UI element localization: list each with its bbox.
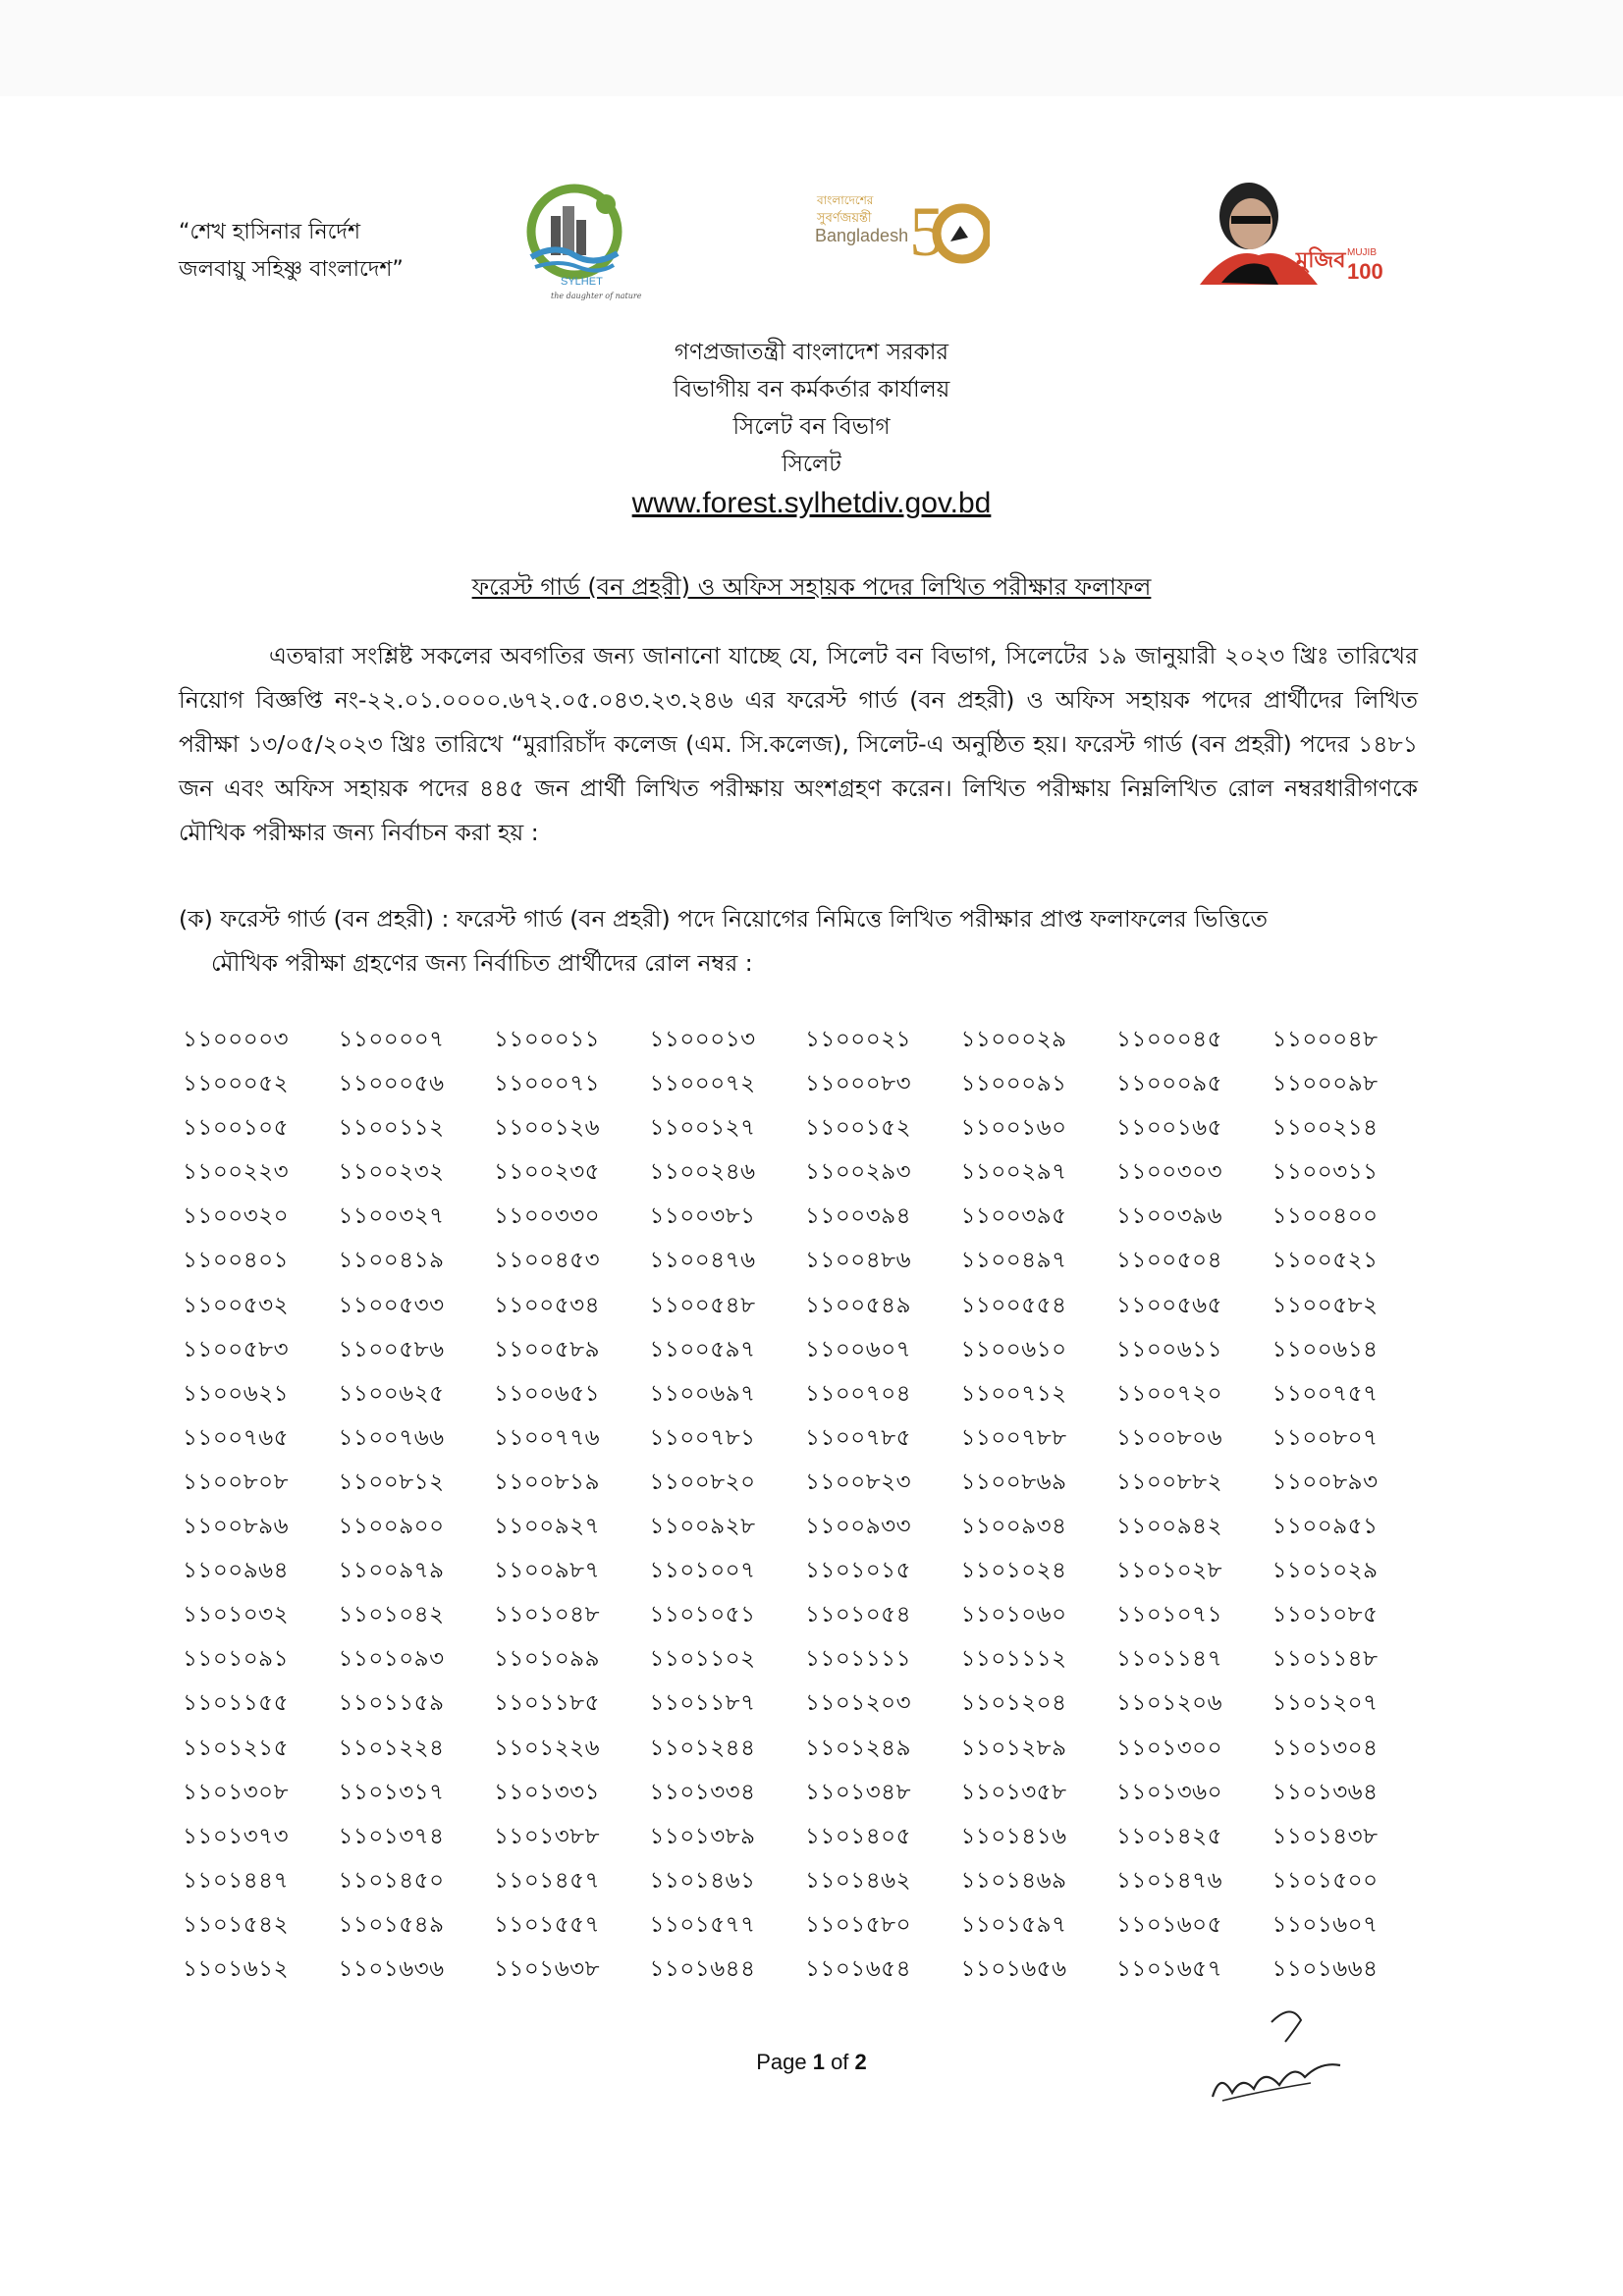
website-link[interactable]: www.forest.sylhetdiv.gov.bd	[631, 487, 992, 519]
roll-number: ১১০০৮০৮	[183, 1468, 290, 1495]
svg-text:মুজিব: মুজিব	[1296, 248, 1346, 273]
roll-row	[183, 1730, 1459, 1774]
roll-number: ১১০১০২৯	[1271, 1558, 1379, 1584]
roll-number: ১১০০৯৪২	[1116, 1514, 1223, 1540]
roll-number: ১১০০২১৪	[1271, 1115, 1379, 1142]
roll-number: ১১০০১৫২	[805, 1115, 912, 1142]
roll-number: ১১০১৪৬৯	[960, 1867, 1067, 1894]
roll-number: ১১০০৯৬৪	[183, 1558, 290, 1584]
roll-number: ১১০০৩২০	[183, 1203, 290, 1230]
roll-number: ১১০০৩৯৬	[1116, 1203, 1223, 1230]
roll-number: ১১০০৩৩০	[494, 1203, 601, 1230]
roll-number: ১১০০৮৬৯	[960, 1468, 1067, 1495]
svg-text:100: 100	[1347, 259, 1383, 284]
roll-number: ১১০১২০৬	[1116, 1690, 1223, 1717]
roll-number-list	[183, 1021, 1459, 1995]
roll-number: ১১০০০৯৮	[1271, 1071, 1379, 1097]
roll-row	[183, 1375, 1459, 1419]
roll-number: ১১০১৩৬৪	[1271, 1779, 1379, 1805]
roll-number: ১১০০০০৭	[338, 1027, 445, 1052]
roll-number: ১১০০৩২৭	[338, 1203, 445, 1230]
roll-number: ১১০১০৯৩	[338, 1646, 445, 1673]
roll-number: ১১০০০১৩	[649, 1027, 756, 1052]
roll-number: ১১০০৯৮৭	[494, 1558, 601, 1584]
roll-number: ১১০১০৪২	[338, 1602, 445, 1629]
roll-number: ১১০০০৪৫	[1116, 1027, 1223, 1052]
roll-number: ১১০০৮৮২	[1116, 1468, 1223, 1495]
roll-number: ১১০১২৮৯	[960, 1735, 1067, 1761]
roll-number: ১১০১৪০৫	[805, 1823, 912, 1849]
roll-number: ১১০০৪০০	[1271, 1203, 1379, 1230]
roll-row	[183, 1818, 1459, 1862]
sylhet-logo	[515, 177, 653, 304]
roll-number: ১১০১৬৩৬	[338, 1955, 445, 1982]
roll-number: ১১০০৮১৯	[494, 1468, 601, 1495]
roll-number: ১১০১৩০৮	[183, 1779, 290, 1805]
roll-number: ১১০১১০২	[649, 1646, 756, 1673]
roll-number: ১১০০৫৩৪	[494, 1292, 601, 1318]
roll-number: ১১০১৬৫৬	[960, 1955, 1067, 1982]
mujib-portrait-icon	[1200, 177, 1386, 287]
roll-number: ১১০০৮২৩	[805, 1468, 912, 1495]
svg-text:Bangladesh: Bangladesh	[815, 226, 909, 245]
roll-row	[183, 1596, 1459, 1640]
roll-number: ১১০১৪৪৭	[183, 1867, 290, 1894]
mujib-100-logo	[1200, 177, 1386, 287]
roll-number: ১১০০৫৯৭	[649, 1336, 756, 1362]
roll-number: ১১০০৭৬৬	[338, 1424, 445, 1451]
roll-number: ১১০০২৩৫	[494, 1159, 601, 1186]
roll-number: ১১০১৩৩১	[494, 1779, 601, 1805]
roll-number: ১১০১০১৫	[805, 1558, 912, 1584]
roll-number: ১১০১২০৭	[1271, 1690, 1379, 1717]
roll-row	[183, 1242, 1459, 1286]
roll-number: ১১০১৪৬১	[649, 1867, 756, 1894]
roll-number: ১১০১২৪৯	[805, 1735, 912, 1761]
roll-number: ১১০১১৪৮	[1271, 1646, 1379, 1673]
roll-number: ১১০০৭৮৮	[960, 1424, 1067, 1451]
roll-number: ১১০০৩০৩	[1116, 1159, 1223, 1186]
roll-number: ১১০০৬১০	[960, 1336, 1067, 1362]
roll-number: ১১০১২০৩	[805, 1690, 912, 1717]
roll-number: ১১০০২৩২	[338, 1159, 445, 1186]
roll-number: ১১০১০৪৮	[494, 1602, 601, 1629]
roll-number: ১১০০৪৫৩	[494, 1248, 601, 1274]
svg-text:5: 5	[909, 192, 945, 271]
roll-number: ১১০১০৬০	[960, 1602, 1067, 1629]
roll-number: ১১০০৩১১	[1271, 1159, 1379, 1186]
roll-number: ১১০০৪৮৬	[805, 1248, 912, 1274]
roll-row	[183, 1640, 1459, 1684]
roll-number: ১১০০১২৬	[494, 1115, 601, 1142]
roll-number: ১১০১৪৭৬	[1116, 1867, 1223, 1894]
roll-row	[183, 1287, 1459, 1331]
roll-row	[183, 1950, 1459, 1995]
roll-number: ১১০০১০৫	[183, 1115, 290, 1142]
slogan	[179, 214, 404, 289]
roll-number: ১১০১৪১৬	[960, 1823, 1067, 1849]
roll-number: ১১০১০৭১	[1116, 1602, 1223, 1629]
roll-number: ১১০০৭৫৭	[1271, 1380, 1379, 1407]
roll-row	[183, 1419, 1459, 1464]
roll-row	[183, 1065, 1459, 1109]
roll-row	[183, 1109, 1459, 1153]
office-line-dept: বিভাগীয় বন কর্মকর্তার কার্যালয়	[673, 377, 950, 402]
roll-row	[183, 1464, 1459, 1508]
roll-number: ১১০১৩৮৮	[494, 1823, 601, 1849]
roll-number: ১১০০০৯১	[960, 1071, 1067, 1097]
roll-number: ১১০০৮৯৩	[1271, 1468, 1379, 1495]
page-label: Page	[756, 2050, 813, 2074]
roll-number: ১১০১৬৫৭	[1116, 1955, 1223, 1982]
section-forest-guard-line-1: (ক) ফরেস্ট গার্ড (বন প্রহরী) : ফরেস্ট গার্ড (বন প্রহরী) পদে নিয়োগের নিমিত্তে লিখিত পরীক্ষার প্রাপ্ত ফলাফলের ভিত্তিতে	[179, 905, 1269, 933]
roll-number: ১১০১০২৪	[960, 1558, 1067, 1584]
roll-number: ১১০০৮২০	[649, 1468, 756, 1495]
roll-number: ১১০০৬১১	[1116, 1336, 1223, 1362]
roll-number: ১১০০৫৮২	[1271, 1292, 1379, 1318]
roll-row	[183, 1021, 1459, 1065]
roll-number: ১১০০১১২	[338, 1115, 445, 1142]
svg-text:সুবর্ণজয়ন্তী: সুবর্ণজয়ন্তী	[817, 211, 872, 226]
page-total: 2	[854, 2050, 867, 2074]
roll-number: ১১০১৫৮০	[805, 1911, 912, 1938]
roll-number: ১১০১৫৯৭	[960, 1911, 1067, 1938]
roll-number: ১১০০০৯৫	[1116, 1071, 1223, 1097]
roll-number: ১১০০১৬০	[960, 1115, 1067, 1142]
svg-text:MUJIB: MUJIB	[1347, 247, 1377, 258]
roll-row	[183, 1552, 1459, 1596]
roll-number: ১১০১৩৬০	[1116, 1779, 1223, 1805]
roll-number: ১১০০০২৯	[960, 1027, 1067, 1052]
roll-number: ১১০০০৫২	[183, 1071, 290, 1097]
roll-number: ১১০০০২১	[805, 1027, 912, 1052]
roll-number: ১১০১১১২	[960, 1646, 1067, 1673]
roll-number: ১১০১৩০৪	[1271, 1735, 1379, 1761]
roll-number: ১১০০০৮৩	[805, 1071, 912, 1097]
roll-number: ১১০১৪২৫	[1116, 1823, 1223, 1849]
roll-number: ১১০১৬৬৪	[1271, 1955, 1379, 1982]
roll-number: ১১০১৪৬২	[805, 1867, 912, 1894]
roll-number: ১১০০৭০৪	[805, 1380, 912, 1407]
roll-number: ১১০১১৮৫	[494, 1690, 601, 1717]
roll-row	[183, 1684, 1459, 1729]
roll-number: ১১০১৬০৫	[1116, 1911, 1223, 1938]
roll-number: ১১০০৬২৫	[338, 1380, 445, 1407]
roll-number: ১১০১১৪৭	[1116, 1646, 1223, 1673]
roll-number: ১১০০৯২৭	[494, 1514, 601, 1540]
roll-number: ১১০১০৮৫	[1271, 1602, 1379, 1629]
roll-number: ১১০০৬০৭	[805, 1336, 912, 1362]
bangladesh-50-logo	[813, 183, 990, 273]
roll-number: ১১০১৪৫৭	[494, 1867, 601, 1894]
roll-number: ১১০০৬৯৭	[649, 1380, 756, 1407]
roll-row	[183, 1198, 1459, 1242]
sylhet-logo-icon	[515, 177, 653, 304]
roll-number: ১১০০০৫৬	[338, 1071, 445, 1097]
roll-number: ১১০১০৫১	[649, 1602, 756, 1629]
roll-number: ১১০০৯০০	[338, 1514, 445, 1540]
roll-number: ১১০১০৯১	[183, 1646, 290, 1673]
roll-number: ১১০০৭৭৬	[494, 1424, 601, 1451]
roll-row	[183, 1774, 1459, 1818]
intro-paragraph: এতদ্বারা সংশ্লিষ্ট সকলের অবগতির জন্য জানানো যাচ্ছে যে, সিলেট বন বিভাগ, সিলেটের ১৯ জানুয়ারী ২০২৩ খ্রিঃ তারিখের নিয়োগ বিজ্ঞপ্তি নং-২২.০১.০০০০.৬৭২.০৫.০৪৩.২৩.২৪৬ এর ফরেস্ট গার্ড (বন প্রহরী) ও অফিস সহায়ক পদের প্রার্থীদের লিখিত পরীক্ষা ১৩/০৫/২০২৩ খ্রিঃ তারিখে “মুরারিচাঁদ কলেজ (এম. সি.কলেজ), সিলেট-এ অনুষ্ঠিত হয়। ফরেস্ট গার্ড (বন প্রহরী) পদের ১৪৮১ জন এবং অফিস সহায়ক পদের ৪৪৫ জন প্রার্থী লিখিত পরীক্ষায় অংশগ্রহণ করেন। লিখিত পরীক্ষায় নিম্নলিখিত রোল নম্বরধারীগণকে মৌখিক পরীক্ষার জন্য নির্বাচন করা হয় :	[179, 642, 1418, 846]
roll-number: ১১০১০৯৯	[494, 1646, 601, 1673]
roll-number: ১১০১০৫৪	[805, 1602, 912, 1629]
roll-number: ১১০১৬১২	[183, 1955, 290, 1982]
page-of: of	[824, 2050, 855, 2074]
office-line-city: সিলেট	[782, 452, 841, 477]
roll-number: ১১০১১৫৫	[183, 1690, 290, 1717]
roll-number: ১১০০২৯৩	[805, 1159, 912, 1186]
roll-number: ১১০০০৭২	[649, 1071, 756, 1097]
roll-number: ১১০০৩৯৫	[960, 1203, 1067, 1230]
roll-number: ১১০১৬৩৮	[494, 1955, 601, 1982]
roll-number: ১১০০২৪৬	[649, 1159, 756, 1186]
roll-number: ১১০১৩৪৮	[805, 1779, 912, 1805]
roll-number: ১১০০৯৩৩	[805, 1514, 912, 1540]
roll-number: ১১০১৩৭৪	[338, 1823, 445, 1849]
slogan-line-2: জলবায়ু সহিষ্ণু বাংলাদেশ”	[179, 257, 404, 282]
roll-number: ১১০০৭১২	[960, 1380, 1067, 1407]
roll-number: ১১০১৬০৭	[1271, 1911, 1379, 1938]
roll-number: ১১০১২২৬	[494, 1735, 601, 1761]
roll-number: ১১০১২১৫	[183, 1735, 290, 1761]
roll-number: ১১০১২৪৪	[649, 1735, 756, 1761]
roll-number: ১১০১২০৪	[960, 1690, 1067, 1717]
section-forest-guard-line-2: মৌখিক পরীক্ষা গ্রহণের জন্য নির্বাচিত প্রার্থীদের রোল নম্বর :	[211, 949, 753, 977]
roll-number: ১১০০৪১৯	[338, 1248, 445, 1274]
roll-number: ১১০০৫৮৩	[183, 1336, 290, 1362]
roll-number: ১১০০৭৮৫	[805, 1424, 912, 1451]
roll-number: ১১০১৩৫৮	[960, 1779, 1067, 1805]
roll-number: ১১০১৫০০	[1271, 1867, 1379, 1894]
roll-row	[183, 1331, 1459, 1375]
roll-number: ১১০০৩৮১	[649, 1203, 756, 1230]
roll-number: ১১০০৫২১	[1271, 1248, 1379, 1274]
roll-number: ১১০০০১১	[494, 1027, 601, 1052]
roll-number: ১১০১৩৮৯	[649, 1823, 756, 1849]
signature	[1203, 2002, 1360, 2120]
roll-number: ১১০১৫৫৭	[494, 1911, 601, 1938]
result-title: ফরেস্ট গার্ড (বন প্রহরী) ও অফিস সহায়ক পদের লিখিত পরীক্ষার ফলাফল	[471, 573, 1152, 601]
roll-number: ১১০০৮১২	[338, 1468, 445, 1495]
svg-text:the daughter of nature: the daughter of nature	[551, 292, 642, 300]
roll-number: ১১০১০২৮	[1116, 1558, 1223, 1584]
roll-number: ১১০০৯৭৯	[338, 1558, 445, 1584]
roll-number: ১১০০৫৮৯	[494, 1336, 601, 1362]
roll-number: ১১০০২২৩	[183, 1159, 290, 1186]
roll-number: ১১০০১৬৫	[1116, 1115, 1223, 1142]
roll-number: ১১০১১১১	[805, 1646, 912, 1673]
page-current: 1	[812, 2050, 825, 2074]
roll-number: ১১০১৪৫০	[338, 1867, 445, 1894]
roll-number: ১১০০০৭১	[494, 1071, 601, 1097]
page-number	[0, 2050, 1623, 2075]
roll-number: ১১০১৩৩৪	[649, 1779, 756, 1805]
roll-number: ১১০০০০৩	[183, 1027, 290, 1052]
roll-row	[183, 1153, 1459, 1198]
roll-number: ১১০০৯৩৪	[960, 1514, 1067, 1540]
roll-number: ১১০০০৪৮	[1271, 1027, 1379, 1052]
roll-number: ১১০০৫৪৯	[805, 1292, 912, 1318]
section-forest-guard	[179, 897, 1418, 986]
roll-number: ১১০০৫৪৮	[649, 1292, 756, 1318]
roll-row	[183, 1906, 1459, 1950]
roll-number: ১১০১০০৭	[649, 1558, 756, 1584]
svg-text:SYLHET: SYLHET	[561, 276, 603, 288]
roll-number: ১১০১১৮৭	[649, 1690, 756, 1717]
roll-number: ১১০১৩১৭	[338, 1779, 445, 1805]
slogan-line-1: “শেখ হাসিনার নির্দেশ	[179, 220, 360, 244]
roll-number: ১১০০৭২০	[1116, 1380, 1223, 1407]
roll-number: ১১০০৫০৪	[1116, 1248, 1223, 1274]
roll-number: ১১০০৫৩৩	[338, 1292, 445, 1318]
roll-number: ১১০০৯২৮	[649, 1514, 756, 1540]
roll-number: ১১০০১২৭	[649, 1115, 756, 1142]
roll-number: ১১০১৬৪৪	[649, 1955, 756, 1982]
roll-number: ১১০১৫৭৭	[649, 1911, 756, 1938]
roll-number: ১১০০৮০৬	[1116, 1424, 1223, 1451]
roll-number: ১১০১৬৫৪	[805, 1955, 912, 1982]
signature-icon	[1203, 2002, 1360, 2120]
roll-number: ১১০০৫৩২	[183, 1292, 290, 1318]
roll-number: ১১০০৮৯৬	[183, 1514, 290, 1540]
bangladesh-50-icon	[813, 183, 990, 273]
roll-number: ১১০১৪৩৮	[1271, 1823, 1379, 1849]
roll-number: ১১০০৫৮৬	[338, 1336, 445, 1362]
roll-number: ১১০১১৫৯	[338, 1690, 445, 1717]
roll-number: ১১০১০৩২	[183, 1602, 290, 1629]
roll-number: ১১০০৯৫১	[1271, 1514, 1379, 1540]
roll-number: ১১০০৪৭৬	[649, 1248, 756, 1274]
office-line-division: সিলেট বন বিভাগ	[732, 414, 891, 440]
roll-number: ১১০১২২৪	[338, 1735, 445, 1761]
roll-number: ১১০০২৯৭	[960, 1159, 1067, 1186]
roll-number: ১১০০৪০১	[183, 1248, 290, 1274]
roll-number: ১১০১৫৪২	[183, 1911, 290, 1938]
roll-number: ১১০০৬৫১	[494, 1380, 601, 1407]
roll-number: ১১০০৬১৪	[1271, 1336, 1379, 1362]
roll-number: ১১০০৩৯৪	[805, 1203, 912, 1230]
roll-number: ১১০১৫৪৯	[338, 1911, 445, 1938]
roll-row	[183, 1862, 1459, 1906]
roll-number: ১১০০৬২১	[183, 1380, 290, 1407]
roll-row	[183, 1508, 1459, 1552]
roll-number: ১১০০৫৫৪	[960, 1292, 1067, 1318]
scan-margin-top	[0, 0, 1623, 96]
roll-number: ১১০১৩০০	[1116, 1735, 1223, 1761]
roll-number: ১১০০৫৬৫	[1116, 1292, 1223, 1318]
roll-number: ১১০০৭৬৫	[183, 1424, 290, 1451]
roll-number: ১১০০৪৯৭	[960, 1248, 1067, 1274]
roll-number: ১১০১৩৭৩	[183, 1823, 290, 1849]
office-line-govt: গণপ্রজাতন্ত্রী বাংলাদেশ সরকার	[674, 340, 949, 365]
roll-number: ১১০০৮০৭	[1271, 1424, 1379, 1451]
svg-text:বাংলাদেশের: বাংলাদেশের	[817, 193, 874, 207]
roll-number: ১১০০৭৮১	[649, 1424, 756, 1451]
